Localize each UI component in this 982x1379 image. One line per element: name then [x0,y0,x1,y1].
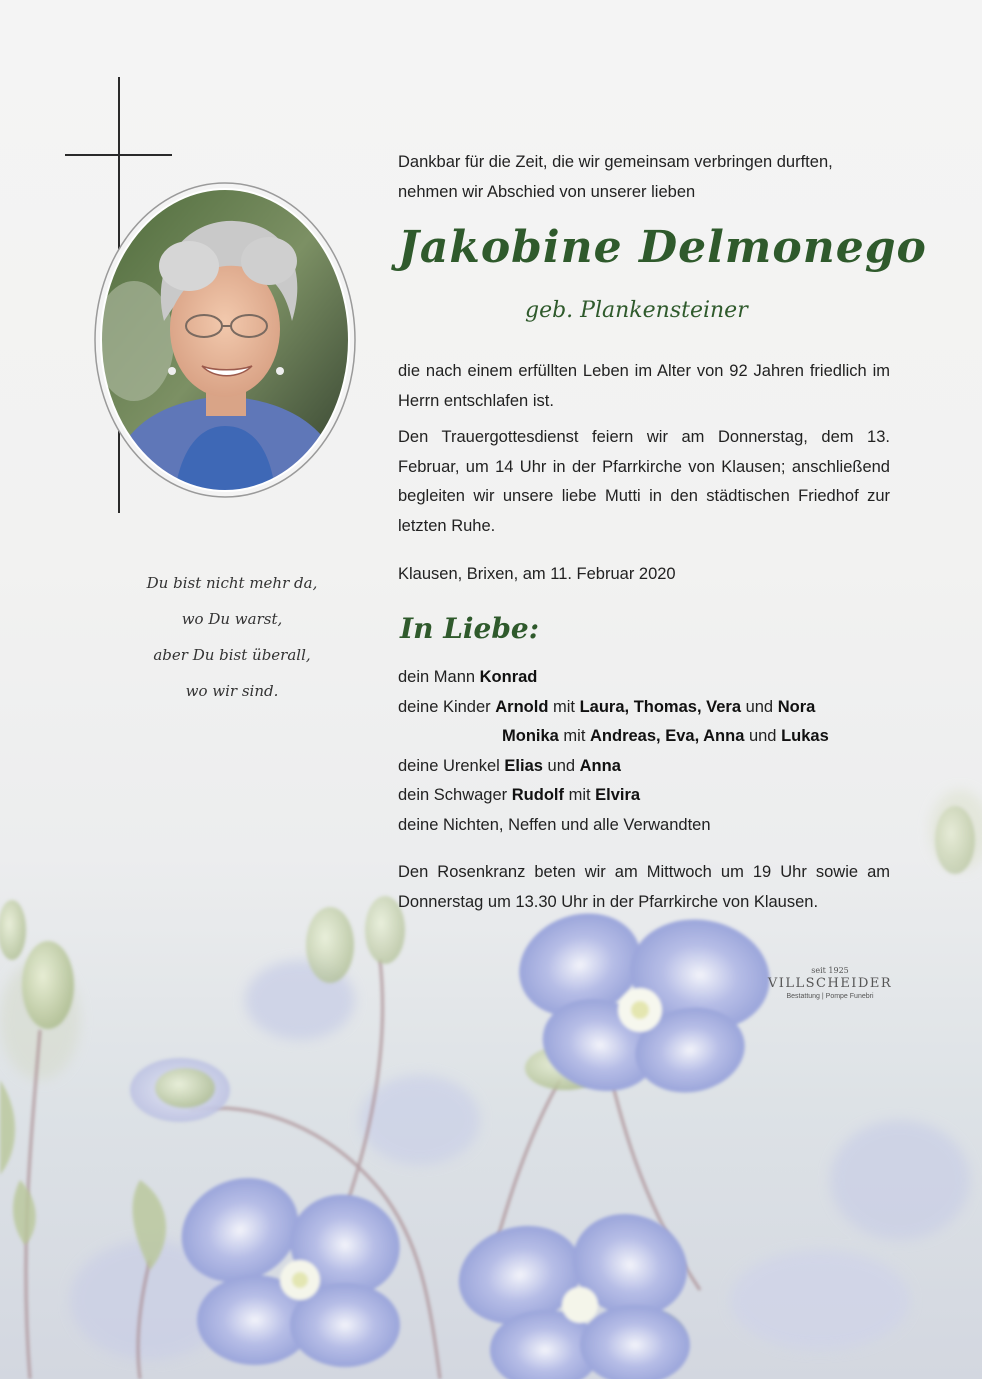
relation-text: deine Urenkel [398,756,505,775]
memorial-quote [102,565,362,709]
mourner-line [398,663,890,693]
mourner-name: Monika [502,727,559,745]
intro-line-2: nehmen wir Abschied von unserer lieben [398,182,696,201]
funeral-home-logo [764,966,896,1002]
connector-text: und [744,727,782,745]
quote-line: wo Du warst, [181,610,283,628]
relation-text: dein Schwager [398,786,512,804]
connector-text: mit [558,727,591,745]
mourner-line: deine Nichten, Neffen und alle Verwandten [398,815,711,834]
funeral-service-paragraph: Den Trauergottesdienst feiern wir am Donnerstag, dem 13. Februar, um 14 Uhr in der Pfarrkirche von Klausen; anschließend begleiten wir unsere liebe Mutti in den städtischen Friedhof zur letzten Ruhe. [398,428,890,535]
place-and-date: Klausen, Brixen, am 11. Februar 2020 [398,565,676,583]
mourner-name: Elvira [595,786,641,804]
mourner-name: Arnold [495,697,549,716]
mourner-name: Nora [777,697,816,716]
announcement-paragraph-1: die nach einem erfüllten Leben im Alter von 92 Jahren friedlich im Herrn entschlafen ist. [398,362,890,410]
mourner-line [398,693,890,723]
deceased-name: Jakobine Delmonego [398,222,927,273]
mourner-name: Lukas [781,727,829,745]
mourner-name: Elias [504,756,543,775]
connector-text: mit [548,697,580,716]
mourner-name: Konrad [479,668,538,686]
relation-text: dein Mann [398,668,480,686]
cross-horizontal-line [65,154,172,156]
logo-since: seit 1925 [811,966,849,975]
quote-line: Du bist nicht mehr da, [146,574,318,592]
logo-subtitle: Bestattung | Pompe Funebri [786,993,874,1000]
mourners-list [398,663,890,840]
logo-brand: VILLSCHEIDER [767,976,893,991]
portrait-photo [94,181,356,499]
connector-text: und [542,756,580,775]
mourner-name: Andreas, Eva, Anna [590,727,745,745]
mourner-name: Rudolf [511,786,564,804]
mourner-line [398,722,890,752]
maiden-name: geb. Plankensteiner [525,298,748,323]
rosary-notice: Den Rosenkranz beten wir am Mittwoch um 19 Uhr sowie am Donnerstag um 13.30 Uhr in der Pfarrkirche von Klausen. [398,863,890,911]
connector-text: und [741,697,778,716]
mourner-name: Laura, Thomas, Vera [579,697,741,716]
intro-text [398,148,890,207]
mourner-name: Anna [579,756,621,775]
intro-line-1: Dankbar für die Zeit, die wir gemeinsam verbringen durften, [398,153,833,171]
mourner-line [398,752,890,782]
mourners-heading: In Liebe: [400,612,540,645]
quote-line: wo wir sind. [185,682,279,700]
connector-text: mit [563,786,596,804]
quote-line: aber Du bist überall, [153,646,311,664]
mourner-line [398,781,890,811]
relation-text: deine Kinder [398,697,496,716]
